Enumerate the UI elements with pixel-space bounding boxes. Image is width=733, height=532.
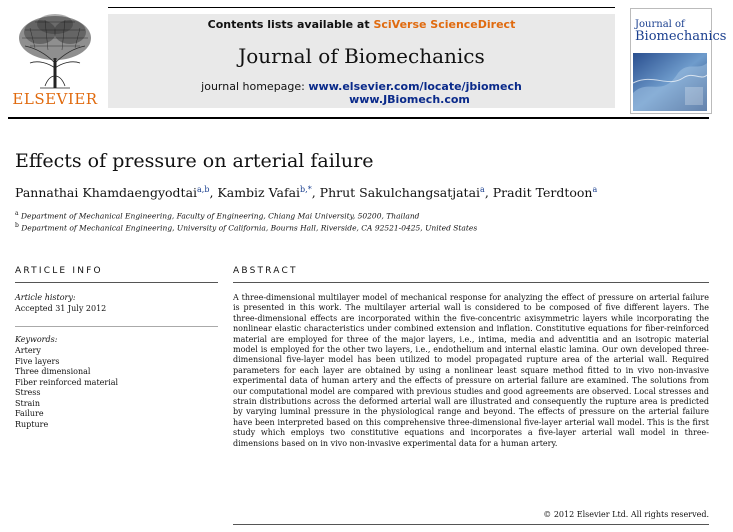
keyword: Fiber reinforced material	[15, 377, 119, 387]
article-info-rule	[15, 282, 218, 283]
keyword: Stress	[15, 388, 41, 397]
affiliation-text: Department of Mechanical Engineering, Faculty of Engineering, Chiang Mai University, 50200, Thailand	[20, 211, 420, 221]
author-name[interactable]: Pannathai Khamdaengyodtai	[15, 185, 198, 201]
article-history-label: Article history:	[15, 293, 76, 302]
affiliation-mark: a	[15, 210, 19, 217]
cover-title-line-1: Journal of	[635, 19, 685, 30]
cover-title	[635, 19, 727, 44]
keyword: Three dimensional	[15, 367, 91, 376]
author-name[interactable]: Kambiz Vafai	[217, 185, 301, 201]
contents-prefix: Contents lists available at	[207, 18, 374, 31]
cover-title-line-2: Biomechanics	[635, 29, 727, 44]
affiliation-b	[15, 222, 477, 233]
journal-title: Journal of Biomechanics	[238, 44, 485, 68]
elsevier-wordmark: ELSEVIER	[12, 90, 98, 108]
author-name[interactable]: Phrut Sakulchangsatjatai	[319, 185, 481, 201]
homepage-url-elsevier[interactable]: www.elsevier.com/locate/jbiomech	[308, 80, 522, 93]
abstract-heading: ABSTRACT	[233, 266, 298, 276]
journal-homepage	[108, 80, 615, 106]
article-title: Effects of pressure on arterial failure	[15, 150, 374, 172]
keyword: Five layers	[15, 356, 60, 366]
abstract-rule	[233, 282, 709, 283]
copyright-notice: © 2012 Elsevier Ltd. All rights reserved.	[543, 510, 709, 519]
author-marks[interactable]: a	[480, 185, 485, 194]
journal-cover[interactable]	[630, 8, 727, 114]
author-marks[interactable]: a,b	[197, 185, 210, 194]
homepage-url-jbiomech[interactable]: www.JBiomech.com	[349, 93, 470, 106]
affiliation-text: Department of Mechanical Engineering, University of California, Bourns Hall, Riverside, CA 92521-0425, United States	[21, 223, 478, 233]
keyword: Failure	[15, 409, 44, 418]
contents-line	[108, 18, 615, 31]
affiliation-a	[15, 210, 419, 221]
header-top-rule	[108, 7, 615, 8]
author-list: Pannathai Khamdaengyodtai$^{a,b}$, Kambiz Vafai$^{b,*}$, Phrut Sakulchangsatjatai$^a$, Pradit Terdtoon$^a$	[15, 185, 598, 201]
keyword: Strain	[15, 398, 40, 408]
article-info-heading: ARTICLE INFO	[15, 266, 103, 276]
abstract-body: A three-dimensional multilayer model of mechanical response for analyzing the effect of pressure on arterial failure is presented in this work. The multilayer arterial wall is considered to be composed of five different layers. The three-dimensional effects are incorporated within the five-concentric axisymmetric layers while incorporating the nonlinear elastic characteristics under combined extension and inflation. Constitutive equations for fiber-reinforced material are employed for three of the major layers, i.e., intima, media and adventitia and an isotropic material model is employed for the other two layers, i.e., endothelium and internal elastic lamina. Our own developed three-dimensional five-layer model has been utilized to model propagated rupture area of the arterial wall. Required parameters for each layer are obtained by using a nonlinear least square method fitted to in vivo non-invasive experimental data of human artery and the effects of pressure on arterial failure are examined. The solutions from our computational model are compared with previous studies and good agreements are observed. Local stresses and strain distributions across the deformed arterial wall are illustrated and consequently the rupture area is predicted by varying luminal pressure in the physiological range and beyond. The effects of pressure on the arterial failure have been interpreted based on this comprehensive three-dimensional five-layer arterial wall model. This is the first study which employs two constitutive equations and incorporates a five-layer arterial wall model in three-dimensions based on in vivo non-invasive experimental data for a human artery.	[233, 293, 709, 448]
cover-image	[633, 53, 707, 111]
header-bottom-rule	[8, 117, 709, 119]
affiliation-mark: b	[15, 222, 19, 229]
sciverse-link[interactable]: SciVerse ScienceDirect	[373, 18, 516, 31]
author-marks[interactable]: b,*	[300, 185, 312, 194]
keywords-label: Keywords:	[15, 335, 58, 344]
keyword: Artery	[15, 346, 41, 355]
article-info-divider	[15, 326, 218, 327]
author-name[interactable]: Pradit Terdtoon	[492, 185, 593, 201]
abstract-bottom-rule	[233, 524, 709, 525]
keywords-list	[15, 346, 118, 430]
author-marks[interactable]: a	[592, 185, 598, 194]
homepage-prefix: journal homepage:	[201, 80, 309, 93]
accepted-date: Accepted 31 July 2012	[15, 304, 107, 313]
keyword: Rupture	[15, 419, 49, 429]
